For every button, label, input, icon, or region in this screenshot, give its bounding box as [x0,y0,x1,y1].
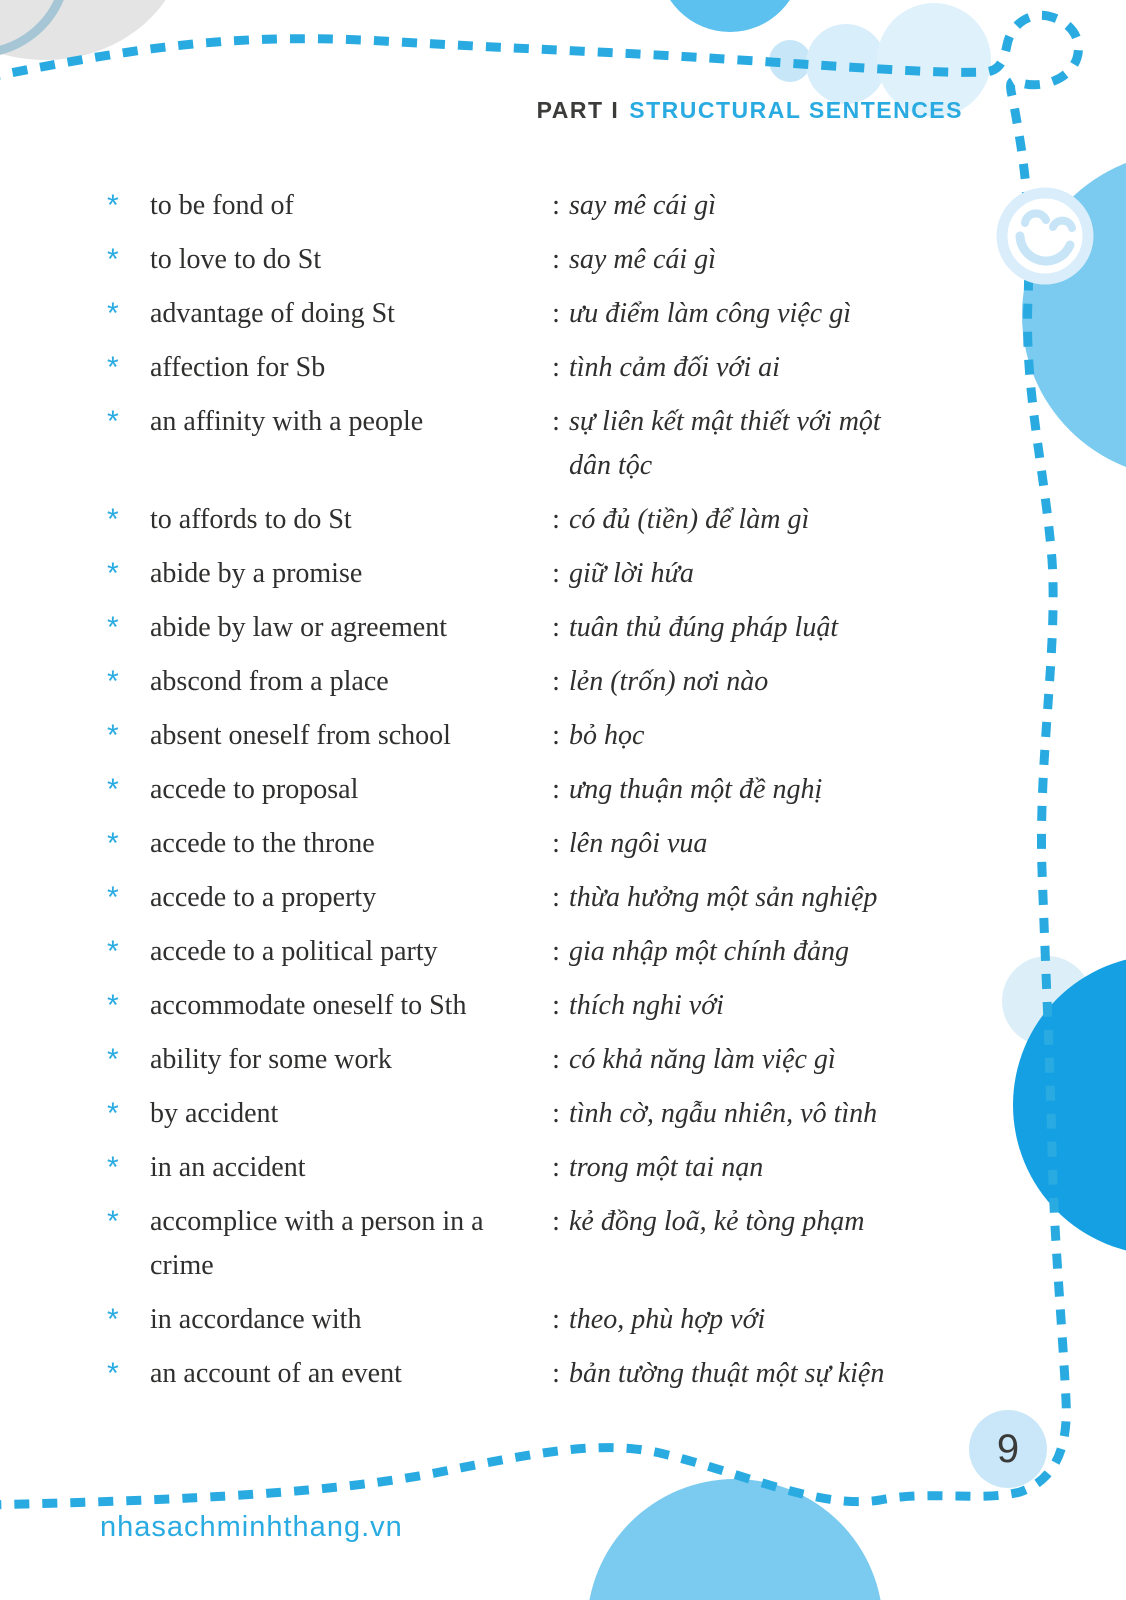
entry-colon: : [552,406,560,437]
entry-bullet-icon: * [107,1151,119,1184]
entry-vietnamese: theo, phù hợp với [569,1304,766,1335]
entry-english: to love to do St [150,244,322,275]
entry-vietnamese: tuân thủ đúng pháp luật [569,612,839,643]
phrase-row [107,876,921,920]
entry-bullet-icon: * [107,1303,119,1336]
entry-vietnamese: ưng thuận một đề nghị [569,774,823,805]
phrase-row [107,498,921,542]
entry-english: accede to the throne [150,828,375,859]
phrase-row [107,552,921,596]
entry-colon: : [552,1098,560,1129]
entry-vietnamese: có khả năng làm việc gì [569,1044,836,1075]
entry-english: by accident [150,1098,279,1129]
entry-bullet-icon: * [107,1097,119,1130]
top-bright-circle [658,0,802,32]
entry-vietnamese: sự liên kết mật thiết với một dân tộc [569,406,881,481]
entry-vietnamese: thích nghi với [569,990,724,1021]
entry-english: abscond from a place [150,666,389,697]
entry-colon: : [552,558,560,589]
entry-vietnamese: thừa hưởng một sản nghiệp [569,882,878,913]
phrase-row [107,714,921,758]
entry-colon: : [552,666,560,697]
entry-vietnamese: say mê cái gì [569,190,716,221]
entry-bullet-icon: * [107,351,119,384]
phrase-row [107,1200,921,1288]
entry-bullet-icon: * [107,989,119,1022]
phrase-row [107,660,921,704]
phrase-row [107,184,921,228]
phrase-row [107,292,921,336]
entry-colon: : [552,1206,560,1237]
entry-english: in accordance with [150,1304,362,1335]
entry-vietnamese: có đủ (tiền) để làm gì [569,504,810,535]
entry-english: accomplice with a person in a crime [150,1206,484,1281]
phrase-row [107,768,921,812]
entry-colon: : [552,244,560,275]
phrase-row [107,400,921,488]
entry-colon: : [552,774,560,805]
entry-english: absent oneself from school [150,720,451,751]
entry-colon: : [552,1304,560,1335]
entry-colon: : [552,990,560,1021]
phrase-list [107,184,921,1406]
entry-bullet-icon: * [107,773,119,806]
entry-colon: : [552,1044,560,1075]
entry-colon: : [552,1152,560,1183]
entry-vietnamese: kẻ đồng loã, kẻ tòng phạm [569,1206,865,1237]
entry-bullet-icon: * [107,1205,119,1238]
phrase-row [107,1352,921,1396]
entry-vietnamese: tình cờ, ngẫu nhiên, vô tình [569,1098,878,1129]
entry-bullet-icon: * [107,1043,119,1076]
entry-english: an account of an event [150,1358,402,1389]
entry-colon: : [552,504,560,535]
entry-colon: : [552,936,560,967]
entry-english: abide by law or agreement [150,612,447,643]
entry-vietnamese: ưu điểm làm công việc gì [569,298,851,329]
footer-website: nhasachminhthang.vn [100,1511,403,1543]
phrase-row [107,1146,921,1190]
phrase-row [107,346,921,390]
entry-english: ability for some work [150,1044,392,1075]
entry-vietnamese: trong một tai nạn [569,1152,764,1183]
entry-bullet-icon: * [107,297,119,330]
entry-bullet-icon: * [107,881,119,914]
entry-bullet-icon: * [107,935,119,968]
entry-english: accede to a political party [150,936,438,967]
entry-vietnamese: bản tường thuật một sự kiện [569,1358,885,1389]
entry-english: an affinity with a people [150,406,424,437]
bottom-center-circle [587,1479,883,1600]
entry-bullet-icon: * [107,1357,119,1390]
entry-colon: : [552,352,560,383]
entry-bullet-icon: * [107,243,119,276]
entry-vietnamese: tình cảm đối với ai [569,352,780,383]
phrase-row [107,606,921,650]
entry-bullet-icon: * [107,405,119,438]
entry-bullet-icon: * [107,503,119,536]
entry-colon: : [552,882,560,913]
entry-vietnamese: giữ lời hứa [569,558,694,589]
entry-english: to be fond of [150,190,294,221]
entry-english: accede to proposal [150,774,359,805]
phrase-row [107,1298,921,1342]
entry-vietnamese: lên ngôi vua [569,828,708,859]
smiley-icon [1002,193,1088,279]
entry-vietnamese: say mê cái gì [569,244,716,275]
top-pale-circle-medium [806,24,886,104]
page-number: 9 [996,1426,1020,1471]
entry-bullet-icon: * [107,719,119,752]
entry-colon: : [552,612,560,643]
phrase-row [107,930,921,974]
entry-english: accede to a property [150,882,377,913]
entry-english: abide by a promise [150,558,363,589]
entry-colon: : [552,828,560,859]
page-header [537,97,963,124]
part-label: PART I [536,97,620,123]
entry-english: in an accident [150,1152,306,1183]
entry-bullet-icon: * [107,611,119,644]
entry-english: to affords to do St [150,504,352,535]
entry-colon: : [552,720,560,751]
entry-english: affection for Sb [150,352,326,383]
entry-english: accommodate oneself to Sth [150,990,467,1021]
phrase-row [107,822,921,866]
page-number-badge [969,1410,1047,1488]
entry-colon: : [552,190,560,221]
phrase-row [107,984,921,1028]
phrase-row [107,238,921,282]
entry-bullet-icon: * [107,665,119,698]
entry-vietnamese: gia nhập một chính đảng [569,936,849,967]
part-title: STRUCTURAL SENTENCES [629,97,963,123]
phrase-row [107,1092,921,1136]
entry-bullet-icon: * [107,827,119,860]
entry-vietnamese: bỏ học [569,720,645,751]
phrase-row [107,1038,921,1082]
entry-english: advantage of doing St [150,298,395,329]
entry-bullet-icon: * [107,557,119,590]
entry-bullet-icon: * [107,189,119,222]
entry-vietnamese: lẻn (trốn) nơi nào [569,666,769,697]
entry-colon: : [552,1358,560,1389]
entry-colon: : [552,298,560,329]
